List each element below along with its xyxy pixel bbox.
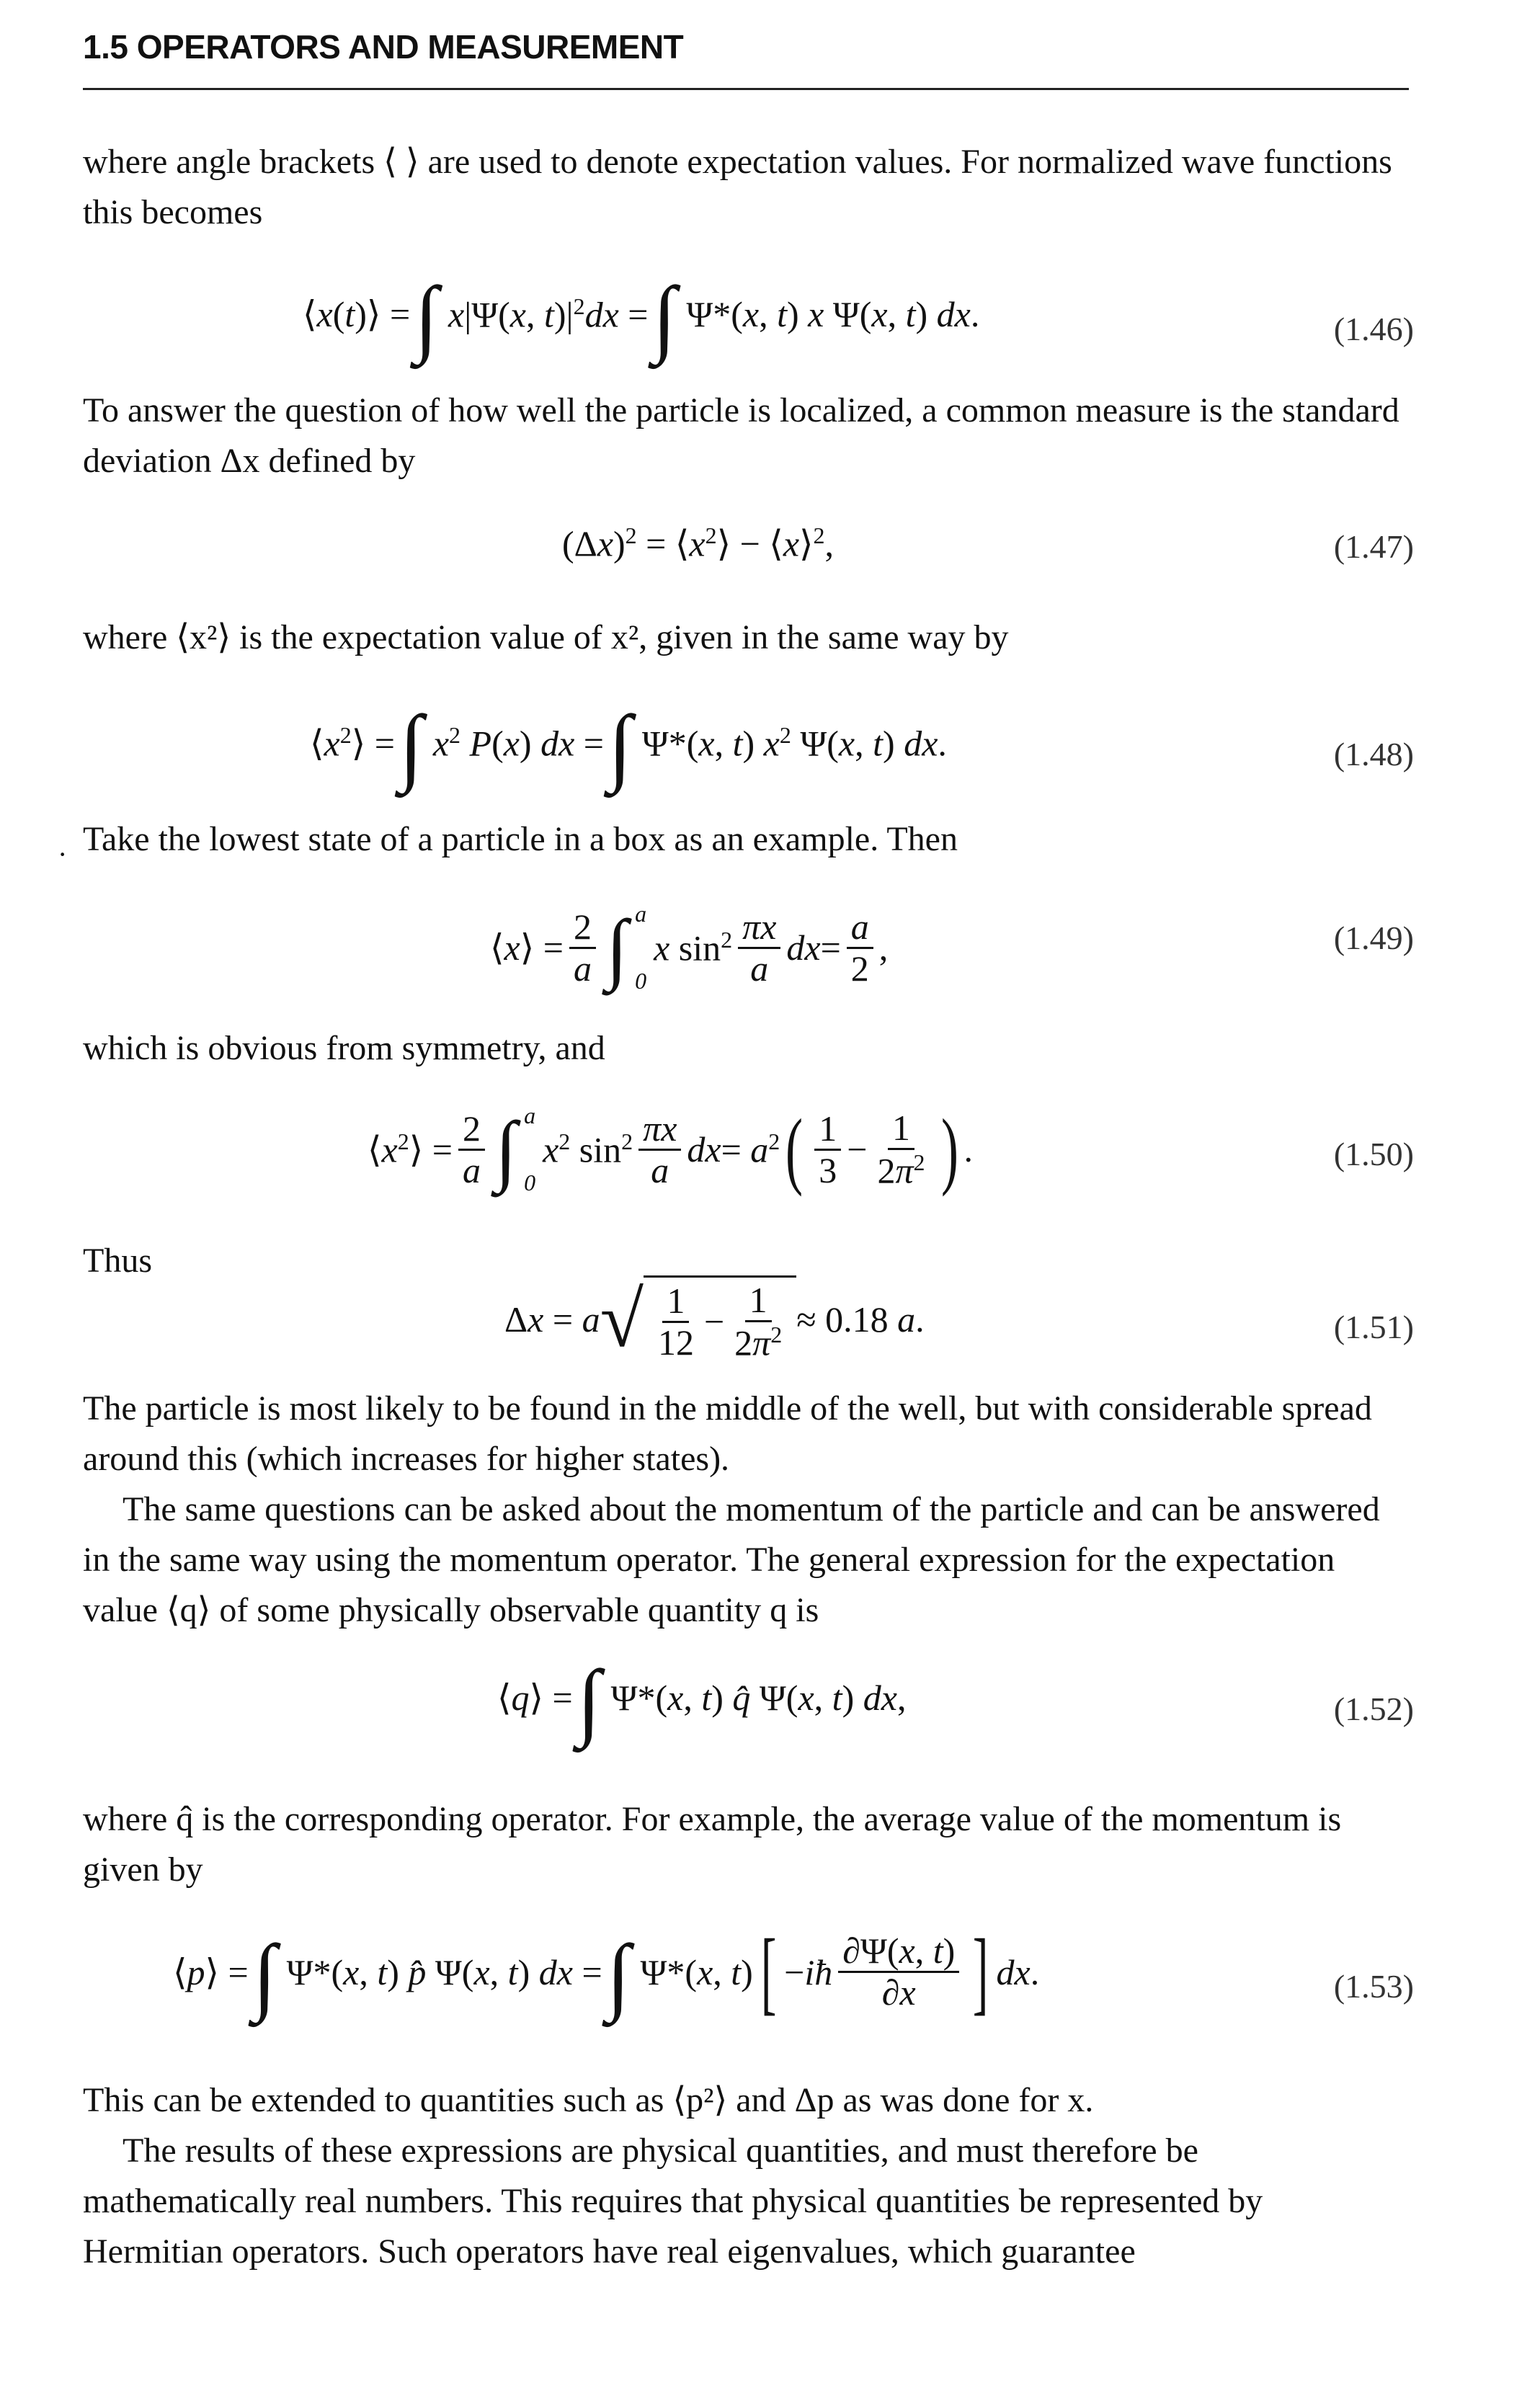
equation-number-1-52: (1.52) — [1333, 1690, 1414, 1727]
paragraph-7: The particle is most likely to be found in the middle of the well, but with considerable spread around this (which increases for higher states). — [83, 1389, 1372, 1478]
equation-number-1-51: (1.51) — [1333, 1309, 1414, 1345]
paragraph-10: This can be extended to quantities such as ⟨p²⟩ and Δp as was done for x. — [83, 2081, 1094, 2119]
equation-1-50: $⟨x^2⟩$ = $\frac{2}{a}$ ∫ a 0 $x^2$ $\sin^2$ $\frac{\pi x}{a}$ dx = $a^2$ ( $\frac{1}{3}$ − $\frac{1}{2\pi^2}$ ) . — [368, 1101, 973, 1197]
equation-1-49: ⟨x⟩ = $\frac{2}{a}$ ∫ a 0 x $\sin^2$ $\frac{\pi x}{a}$ dx = $\frac{a}{2}$ , — [490, 901, 889, 994]
stray-dot: · — [58, 838, 68, 870]
paragraph-8: The same questions can be asked about the momentum of the particle and can be answered in the same way using the momentum operator. The general expression for the expectation value ⟨q⟩ of some physically observable quantity q is — [83, 1490, 1380, 1629]
equation-number-1-48: (1.48) — [1333, 736, 1414, 772]
equation-number-1-49: (1.49) — [1333, 919, 1414, 956]
equation-number-1-47: (1.47) — [1333, 528, 1414, 565]
paragraph-11: The results of these expressions are physical quantities, and must therefore be mathematically real numbers. This requires that physical quantities be represented by Hermitian operators. Such operators have real eigenvalues, which guarantee — [83, 2132, 1263, 2271]
paragraph-2: To answer the question of how well the particle is localized, a common measure is the standard deviation Δx defined by — [83, 391, 1399, 480]
paragraph-4: Take the lowest state of a particle in a box as an example. Then — [83, 820, 958, 858]
paragraph-1: where angle brackets ⟨ ⟩ are used to denote expectation values. For normalized wave functions this becomes — [83, 143, 1392, 231]
equation-number-1-50: (1.50) — [1333, 1136, 1414, 1172]
equation-number-1-46: (1.46) — [1333, 311, 1414, 347]
paragraph-3: where ⟨x²⟩ is the expectation value of x², given in the same way by — [83, 618, 1009, 656]
equation-1-53: ⟨p⟩ = ∫ Ψ*(x, t) p̂ Ψ(x, t) dx = ∫ Ψ*(x, t) [ −iħ $\frac{\partial\Psi(x, t)}{\partial x}$ ] dx. — [173, 1920, 1040, 2024]
header-rule — [83, 88, 1409, 90]
paragraph-5: which is obvious from symmetry, and — [83, 1029, 605, 1067]
equation-1-51: Δx = a √ $\frac{1}{12}$ − $\frac{1}{2\pi^2}$ ≈ 0.18 a. — [504, 1275, 925, 1363]
equation-1-48: $⟨x^2⟩$ = ∫ $x^2$ P(x) dx = ∫ Ψ*(x, t) $x^2$ Ψ(x, t) dx. — [310, 698, 947, 793]
equation-1-52: ⟨q⟩ = ∫ Ψ*(x, t) q̂ Ψ(x, t) dx, — [497, 1652, 907, 1748]
paragraph-9: where q̂ is the corresponding operator. For example, the average value of the momentum is given by — [83, 1800, 1342, 1889]
equation-number-1-53: (1.53) — [1333, 1968, 1414, 2005]
equation-1-46: ⟨x(t)⟩ = ∫ x|Ψ(x, $t)|^2dx$ = ∫ Ψ*(x, t) x Ψ(x, t) dx. — [303, 269, 980, 365]
paragraph-6: Thus — [83, 1242, 152, 1280]
section-header: 1.5 OPERATORS AND MEASUREMENT — [83, 28, 684, 66]
equation-1-47: $(\Delta x)^2$ = $⟨x^2⟩$ − ⟨x⟩$^2$, — [562, 522, 834, 564]
